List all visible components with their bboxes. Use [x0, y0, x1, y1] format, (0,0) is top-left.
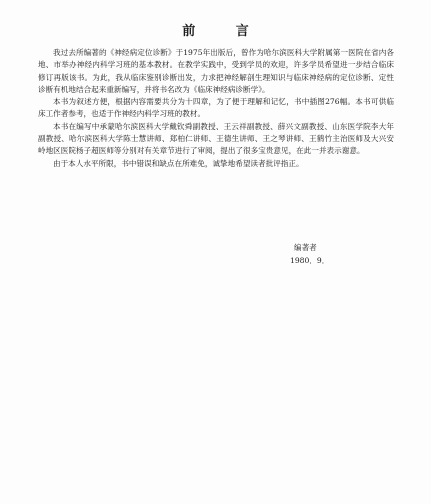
- author-signature: 编著者: [294, 243, 317, 252]
- signature-block: [290, 242, 370, 267]
- paragraph-2: 本书为叙述方便，根据内容需要共分为十四章，为了便于理解和记忆，书中插图276幅。本书可供临床工作者参考，也适于作神经内科学习班的教材。: [38, 97, 394, 119]
- paragraph-1: 我过去所编著的《神经病定位诊断》于1975年出版后，曾作为哈尔滨医科大学附属第一医院在省内各地、市举办神经内科学习班的基本教材。在教学实践中，受到学员的欢迎，许多学员希望进一步结合临床修订再版该书。为此，我从临床鉴别诊断出发，力求把神经解剖生理知识与临床神经病的定位诊断、定性诊断有机地结合起来重新编写，并将书名改为《临床神经病诊断学》。: [38, 48, 394, 94]
- paragraph-3: 本书在编写中承蒙哈尔滨医科大学戴钦舜副教授、王云祥副教授、薛兴文副教授、山东医学院李大年副教授、哈尔滨医科大学陈士慧讲师、郑柏仁讲师、王德生讲师、王之琴讲师、王鹤竹主治医师及大兴安岭地区医院杨子超医师等分别对有关章节进行了审阅，提出了很多宝贵意见，在此一并表示谢意。: [38, 121, 394, 156]
- page-title: 前 言: [182, 24, 267, 39]
- signature-date: 1980．9．: [290, 255, 330, 265]
- preface-body: [38, 47, 394, 170]
- paragraph-4: 由于本人水平所限，书中错误和缺点在所难免，诚挚地希望读者批评指正。: [53, 158, 304, 168]
